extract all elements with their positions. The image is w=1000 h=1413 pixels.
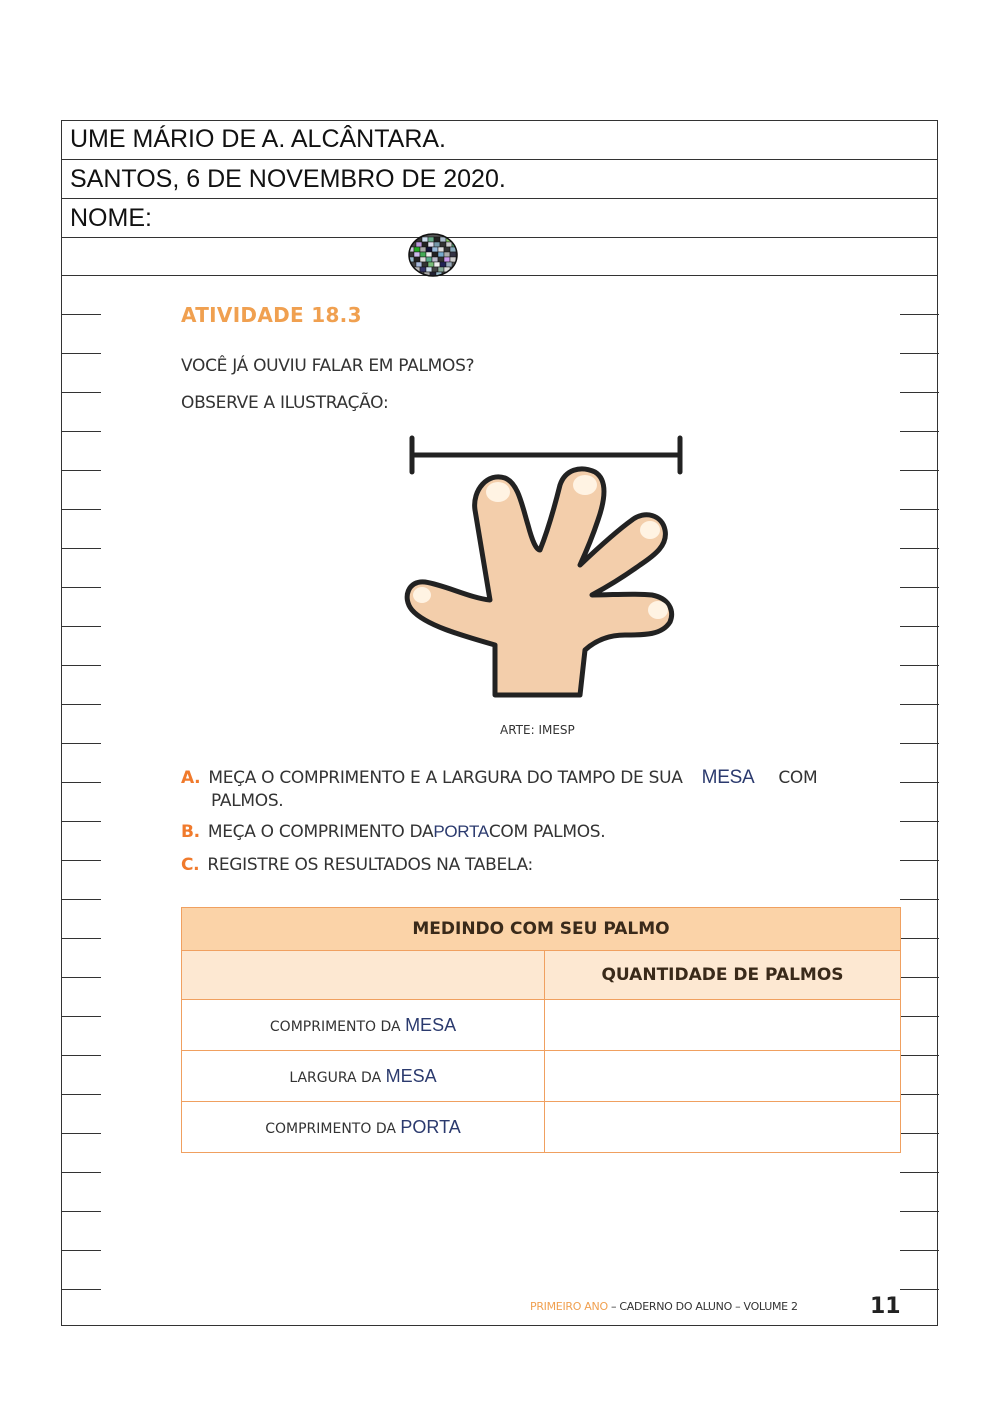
ruled-tick [900, 587, 939, 588]
ruled-tick [900, 1016, 939, 1017]
ruled-tick [62, 977, 101, 978]
ruled-tick [62, 353, 101, 354]
table-row [182, 1102, 901, 1153]
ruled-tick [900, 938, 939, 939]
divider [61, 275, 938, 276]
table-row [182, 1051, 901, 1102]
ruled-tick [900, 1055, 939, 1056]
date-line: SANTOS, 6 DE NOVEMBRO DE 2020. [61, 159, 938, 198]
row-label-text: COMPRIMENTO DA [265, 1120, 396, 1137]
ruled-tick [900, 314, 939, 315]
ruled-tick [62, 899, 101, 900]
ruled-tick [62, 1055, 101, 1056]
item-c-letter: C. [181, 855, 200, 875]
ruled-tick [62, 1016, 101, 1017]
measurement-table [181, 907, 901, 1153]
ruled-tick [900, 821, 939, 822]
ruled-tick [62, 509, 101, 510]
name-label: NOME: [61, 198, 938, 237]
ruled-tick [62, 548, 101, 549]
ruled-tick [62, 314, 101, 315]
ruled-tick [900, 1211, 939, 1212]
ruled-tick [62, 1211, 101, 1212]
ruled-tick [900, 1133, 939, 1134]
footer-grade: PRIMEIRO ANO [530, 1300, 608, 1313]
ruled-tick [900, 782, 939, 783]
name-row [61, 237, 938, 275]
ruled-tick [900, 704, 939, 705]
ruled-tick [62, 782, 101, 783]
item-a-text: MEÇA O COMPRIMENTO E A LARGURA DO TAMPO DE SUA [208, 768, 683, 788]
ruled-tick [900, 899, 939, 900]
ruled-tick [62, 470, 101, 471]
row-label-text: COMPRIMENTO DA [269, 1018, 401, 1035]
hand-span-illustration [400, 430, 700, 700]
row-label-text: LARGURA DA [289, 1069, 382, 1086]
row-blank: MESA [405, 1014, 457, 1035]
art-credit: ARTE: IMESP [500, 723, 575, 737]
ruled-tick [62, 938, 101, 939]
footer-text: – CADERNO DO ALUNO – VOLUME 2 [607, 1300, 798, 1313]
item-a-letter: A. [181, 768, 201, 788]
ruled-tick [900, 1289, 939, 1290]
item-a-continuation: PALMOS. [211, 791, 284, 811]
item-b-blank: PORTA [433, 822, 489, 841]
ruled-tick [900, 743, 939, 744]
ruled-tick [62, 1172, 101, 1173]
row-label [182, 1051, 545, 1102]
table-row [182, 1000, 901, 1051]
ruled-tick [62, 1289, 101, 1290]
ruled-tick [62, 704, 101, 705]
ruled-tick [62, 626, 101, 627]
ruled-tick [900, 1172, 939, 1173]
ruled-tick [62, 743, 101, 744]
item-b-text2: COM PALMOS. [488, 822, 606, 842]
row-label [182, 1102, 545, 1153]
ruled-tick [62, 1094, 101, 1095]
ruled-tick [900, 509, 939, 510]
item-a-blank: MESA [701, 767, 755, 788]
row-label [182, 1000, 545, 1051]
answer-cell[interactable] [545, 1102, 901, 1153]
ruled-tick [62, 665, 101, 666]
ruled-tick [900, 977, 939, 978]
ruled-tick [900, 431, 939, 432]
item-c-text: REGISTRE OS RESULTADOS NA TABELA: [207, 855, 533, 875]
item-b-letter: B. [181, 822, 200, 842]
table-col-header: QUANTIDADE DE PALMOS [545, 951, 901, 1000]
answer-cell[interactable] [545, 1051, 901, 1102]
ruled-tick [900, 860, 939, 861]
ruled-tick [900, 353, 939, 354]
ruled-tick [62, 860, 101, 861]
ruled-tick [62, 1250, 101, 1251]
disco-ball-icon [408, 233, 458, 277]
question-1: VOCÊ JÁ OUVIU FALAR EM PALMOS? [181, 356, 475, 376]
row-blank: PORTA [400, 1116, 461, 1137]
ruled-tick [900, 665, 939, 666]
item-a-text2: COM [778, 768, 818, 788]
ruled-tick [900, 1094, 939, 1095]
ruled-tick [900, 470, 939, 471]
item-b [181, 822, 605, 842]
row-blank: MESA [385, 1065, 437, 1086]
answer-cell[interactable] [545, 1000, 901, 1051]
item-c [181, 855, 533, 875]
ruled-tick [62, 1133, 101, 1134]
footer [530, 1300, 798, 1313]
ruled-tick [900, 626, 939, 627]
ruled-tick [62, 587, 101, 588]
activity-title: ATIVIDADE 18.3 [181, 303, 362, 327]
item-b-text: MEÇA O COMPRIMENTO DA [207, 822, 434, 842]
ruled-tick [900, 392, 939, 393]
ruled-tick [900, 548, 939, 549]
ruled-tick [62, 821, 101, 822]
table-empty-header [182, 951, 545, 1000]
table-title: MEDINDO COM SEU PALMO [182, 908, 901, 951]
ruled-tick [62, 431, 101, 432]
ruled-tick [900, 1250, 939, 1251]
school-name: UME MÁRIO DE A. ALCÂNTARA. [70, 125, 447, 153]
ruled-tick [62, 392, 101, 393]
item-a [181, 767, 817, 789]
page-number: 11 [870, 1294, 901, 1319]
question-2: OBSERVE A ILUSTRAÇÃO: [181, 393, 389, 413]
